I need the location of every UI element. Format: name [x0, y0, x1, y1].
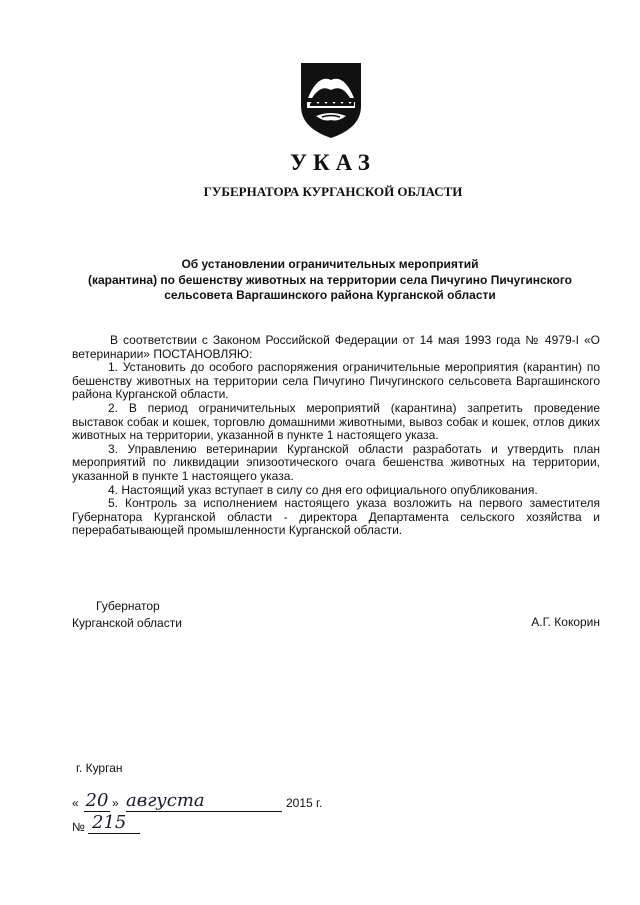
clause-paragraph-4: 4. Настоящий указ вступает в силу со дня его официального опубликования.: [108, 482, 538, 497]
clause-paragraph-5: 5. Контроль за исполнением настоящего указа возложить на первого заместителя Губернатора Курганской области - директора Департамента сельского хозяйства и перерабатывающей промышленности Курганской области.: [72, 496, 600, 538]
date-year: 2015 г.: [286, 796, 323, 810]
clause-paragraph-1: 1. Установить до особого распоряжения ограничительные мероприятия (карантин) по бешенству животных на территории села Пичугино Пичугинского сельсовета Варгашинского района Курганской области.: [72, 360, 600, 402]
issue-date: [72, 790, 323, 814]
decree-body: [72, 334, 600, 538]
preamble-paragraph: В соответствии с Законом Российской Федерации от 14 мая 1993 года № 4979-I «О ветеринарии» ПОСТАНОВЛЯЮ:: [72, 333, 600, 361]
signatory-position-line2: Курганской области: [72, 616, 182, 630]
date-day: 20: [85, 790, 109, 811]
issue-place: г. Курган: [76, 761, 123, 775]
coat-of-arms-icon: [298, 60, 364, 140]
clause-paragraph-2: 2. В период ограничительных мероприятий (карантина) запретить проведение выставок собак и кошек, торговлю домашними животными, вывоз собак и кошек, отлов диких животных на территории, указанной в пункте 1 настоящего указа.: [72, 400, 600, 443]
document-title: УКАЗ: [290, 150, 376, 175]
date-open-quote: «: [72, 796, 79, 810]
number-sign: №: [72, 820, 85, 834]
heading-line: сельсовета Варгашинского района Курганской области: [164, 288, 496, 302]
signatory-name: А.Г. Кокорин: [531, 615, 600, 629]
heading-line: Об установлении ограничительных мероприятий: [181, 257, 479, 271]
signatory-position-line1: Губернатор: [96, 599, 160, 613]
date-month: августа: [126, 790, 282, 812]
decree-heading: [60, 257, 600, 304]
decree-number: [72, 812, 152, 836]
number-value: 215: [88, 812, 140, 834]
heading-line: (карантина) по бешенству животных на территории села Пичугино Пичугинского: [87, 272, 572, 287]
date-close-quote: »: [112, 796, 119, 810]
clause-paragraph-3: 3. Управлению ветеринарии Курганской области разработать и утвердить план мероприятий по ликвидации эпизоотического очага бешенства животных на территории, указанной в пункте 1 настоящего указа.: [72, 441, 600, 483]
document-subtitle: ГУБЕРНАТОРА КУРГАНСКОЙ ОБЛАСТИ: [203, 184, 463, 199]
signatory-position: [72, 598, 182, 632]
